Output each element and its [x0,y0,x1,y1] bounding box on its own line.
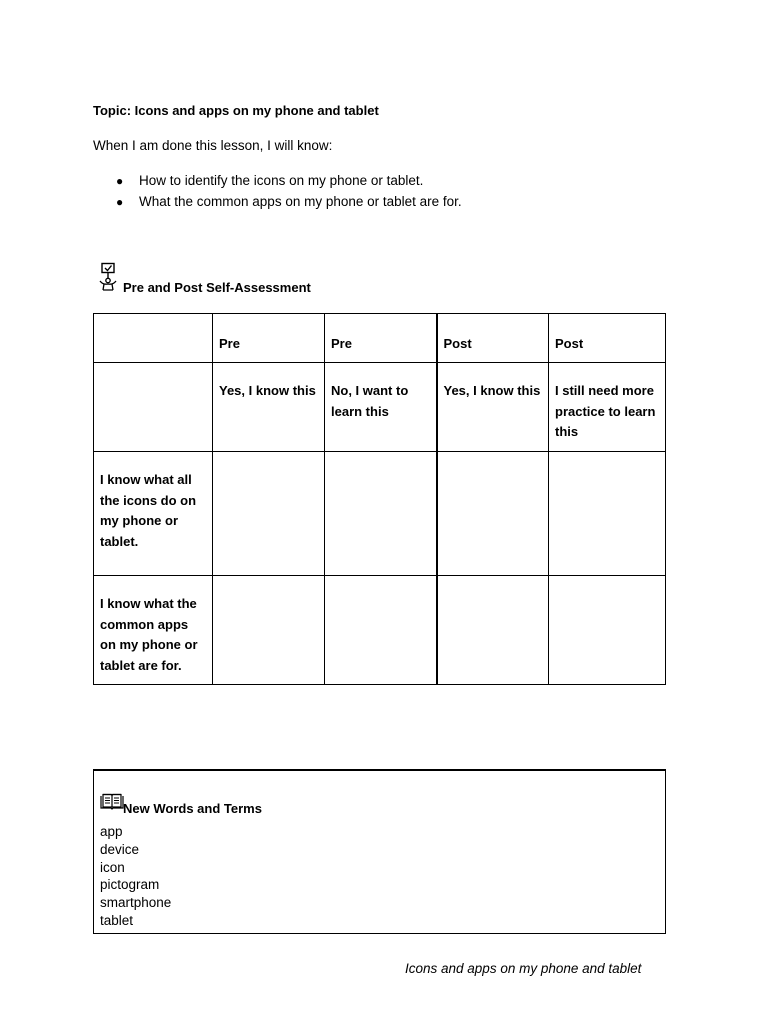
goal-text: What the common apps on my phone or tablet are for. [139,194,462,209]
new-words-box [93,769,666,934]
checkbox-cell[interactable] [549,452,666,576]
statement-cell: I know what all the icons do on my phone or tablet. [94,452,213,576]
page-footer: Icons and apps on my phone and tablet [405,961,642,976]
table-cell: Post [437,314,549,363]
bullet-icon: ● [116,195,124,209]
table-cell: No, I want to learn this [325,363,437,452]
table-row [94,314,666,363]
list-item: app [100,824,123,839]
statement-cell: I know what the common apps on my phone or tablet are for. [94,576,213,685]
list-item: icon [100,859,125,875]
checkbox-cell[interactable] [549,576,666,685]
list-item: smartphone [100,895,172,911]
table-row [94,452,666,576]
checkbox-cell[interactable] [437,576,549,685]
table-cell: Post [549,314,666,363]
self-assessment-icon [98,262,120,294]
intro-text: When I am done this lesson, I will know: [93,138,333,153]
table-row [94,576,666,685]
goal-text: How to identify the icons on my phone or tablet. [139,173,424,188]
list-item [116,194,462,215]
table-cell [94,314,213,363]
book-icon [100,793,124,811]
bullet-icon: ● [116,174,124,188]
list-item: tablet [100,912,134,928]
checkbox-cell[interactable] [213,576,325,685]
checkbox-cell[interactable] [213,452,325,576]
table-cell: Yes, I know this [437,363,549,452]
list-item: pictogram [100,877,160,893]
learning-goals-list [116,173,462,215]
table-cell: I still need more practice to learn this [549,363,666,452]
new-words-title: New Words and Terms [123,801,262,816]
checkbox-cell[interactable] [437,452,549,576]
topic-heading: Topic: Icons and apps on my phone and tablet [93,103,379,118]
checkbox-cell[interactable] [325,576,437,685]
table-cell: Pre [325,314,437,363]
table-row [94,363,666,452]
new-words-list [100,823,171,930]
list-item: device [100,841,140,857]
table-cell: Pre [213,314,325,363]
checkbox-cell[interactable] [325,452,437,576]
self-assessment-table [93,313,666,685]
assessment-title: Pre and Post Self-Assessment [123,280,311,295]
table-cell [94,363,213,452]
table-cell: Yes, I know this [213,363,325,452]
list-item [116,173,462,194]
